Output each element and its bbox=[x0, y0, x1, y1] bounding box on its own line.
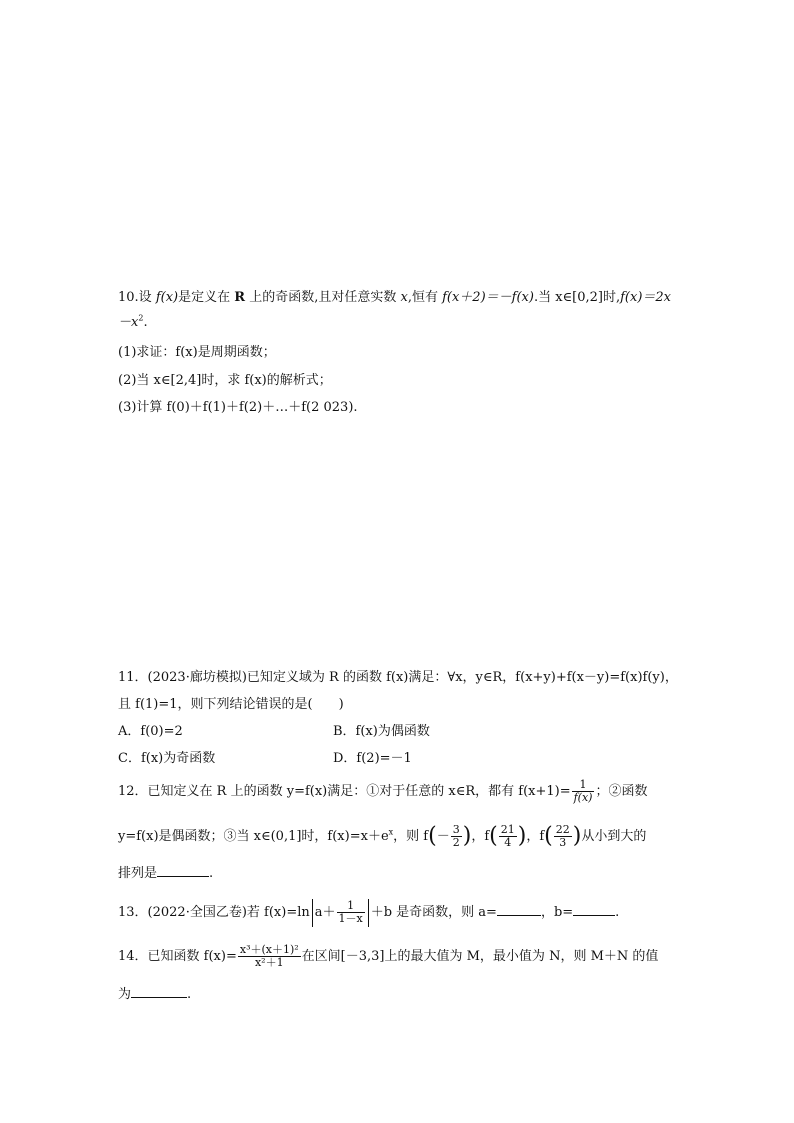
q13-frac-num: 1 bbox=[337, 900, 365, 913]
q13-text: a＋ bbox=[314, 905, 336, 920]
q10-text: 是定义在 bbox=[178, 290, 235, 305]
q10-text: ,恒有 bbox=[407, 290, 443, 305]
q12-frac-num: 21 bbox=[500, 823, 515, 836]
right-paren: ) bbox=[572, 823, 582, 849]
q10-text: 上的奇函数,且对任意实数 bbox=[245, 290, 401, 305]
answer-blank-b[interactable] bbox=[573, 903, 615, 916]
q13-frac-den: 1－x bbox=[338, 912, 363, 925]
q10-text: 时, bbox=[602, 290, 621, 305]
q10-part-2: (2)当 x∈[2,4]时，求 f(x)的解析式； bbox=[118, 373, 332, 388]
q12-frac-num: 1 bbox=[572, 779, 595, 792]
answer-blank-a[interactable] bbox=[497, 903, 541, 916]
q12-frac-1 bbox=[572, 779, 595, 804]
q10-text: . bbox=[143, 315, 148, 330]
abs-bar-right bbox=[368, 899, 369, 927]
q14-text: 为 bbox=[118, 987, 132, 1002]
q13-text: 13．(2022·全国乙卷)若 f(x)=ln bbox=[118, 905, 310, 920]
left-paren: ( bbox=[428, 823, 437, 849]
q12-frac-den: 2 bbox=[452, 836, 460, 849]
q12-frac-2 bbox=[451, 824, 462, 849]
q14-frac-den: x²＋1 bbox=[254, 956, 284, 969]
q10-R: R bbox=[234, 290, 246, 305]
q12-text: 从小到大的 bbox=[581, 829, 647, 844]
q14-text: 14．已知函数 f(x)= bbox=[118, 949, 237, 964]
q12-line-3 bbox=[118, 864, 213, 883]
q12-sign: － bbox=[436, 829, 450, 844]
q12-frac-3 bbox=[499, 824, 517, 849]
answer-blank[interactable] bbox=[131, 985, 187, 998]
abs-bar-left bbox=[312, 899, 313, 927]
q12-text: . bbox=[209, 866, 214, 881]
q14-frac bbox=[238, 944, 301, 969]
q10-fx: f(x) bbox=[155, 290, 179, 305]
q14-text: 在区间[－3,3]上的最大值为 M，最小值为 N，则 M＋N 的值 bbox=[301, 949, 659, 964]
q12-frac-den: 3 bbox=[559, 836, 567, 849]
q10-range: x∈[0,2] bbox=[555, 290, 603, 305]
q13-text: . bbox=[615, 905, 620, 920]
q10-part-1: (1)求证：f(x)是周期函数； bbox=[118, 345, 276, 360]
q14-line-2 bbox=[118, 985, 191, 1004]
q10-part-3: (3)计算 f(0)＋f(1)＋f(2)＋…＋f(2 023). bbox=[118, 400, 358, 415]
q11-line-2: 且 f(1)=1，则下列结论错误的是( ) bbox=[118, 697, 344, 712]
q10-line-1 bbox=[118, 289, 671, 307]
q12-text: 12．已知定义在 R 上的函数 y=f(x)满足：①对于任意的 x∈R，都有 f(x+1)= bbox=[118, 784, 571, 799]
q12-frac-4 bbox=[554, 824, 572, 849]
q12-sup: x bbox=[388, 827, 394, 837]
q12-text: 排列是 bbox=[118, 866, 158, 881]
q12-frac-den: 4 bbox=[504, 836, 512, 849]
q10-eq1: f(x＋2)＝－f(x) bbox=[442, 290, 534, 305]
q13-text: ，b= bbox=[540, 905, 574, 920]
left-paren: ( bbox=[544, 823, 553, 849]
left-paren: ( bbox=[489, 823, 498, 849]
answer-blank[interactable] bbox=[157, 864, 209, 877]
q12-text: ，则 f bbox=[393, 829, 429, 844]
q11-option-d: D．f(2)=－1 bbox=[333, 751, 412, 766]
q12-text: ；②函数 bbox=[595, 784, 648, 799]
right-paren: ) bbox=[517, 823, 527, 849]
q12-frac-num: 3 bbox=[452, 823, 460, 836]
q10-text: －x bbox=[118, 315, 139, 330]
q10-text: .当 bbox=[533, 290, 556, 305]
q10-line-2 bbox=[118, 314, 148, 332]
q10-sup: 2 bbox=[138, 313, 144, 323]
q10-eq2: f(x)＝2x bbox=[620, 290, 672, 305]
q12-text: y=f(x)是偶函数；③当 x∈(0,1]时，f(x)=x＋e bbox=[118, 829, 389, 844]
q12-frac-den: f(x) bbox=[573, 791, 593, 804]
q14-frac-num: x³＋(x＋1)² bbox=[239, 943, 299, 956]
q10-x: x bbox=[400, 290, 408, 305]
q12-frac-num: 22 bbox=[555, 823, 570, 836]
q12-text: ，f bbox=[471, 829, 490, 844]
q14-text: . bbox=[187, 987, 192, 1002]
q12-text: ，f bbox=[526, 829, 545, 844]
q10-text: 10.设 bbox=[118, 290, 156, 305]
q14-line-1 bbox=[118, 942, 658, 972]
q13-line bbox=[118, 898, 619, 928]
q11-line-1: 11．(2023·廊坊模拟)已知定义域为 R 的函数 f(x)满足：∀x，y∈R，f(x+y)+f(x－y)=f(x)f(y)， bbox=[118, 670, 678, 685]
q11-option-a: A．f(0)=2 bbox=[118, 724, 183, 739]
q12-line-2 bbox=[118, 822, 646, 852]
q11-option-c: C．f(x)为奇函数 bbox=[118, 751, 216, 766]
right-paren: ) bbox=[462, 823, 472, 849]
q13-frac bbox=[337, 900, 365, 925]
q13-text: ＋b 是奇函数，则 a= bbox=[370, 905, 497, 920]
q11-option-b: B．f(x)为偶函数 bbox=[333, 724, 430, 739]
q12-line-1 bbox=[118, 777, 647, 807]
